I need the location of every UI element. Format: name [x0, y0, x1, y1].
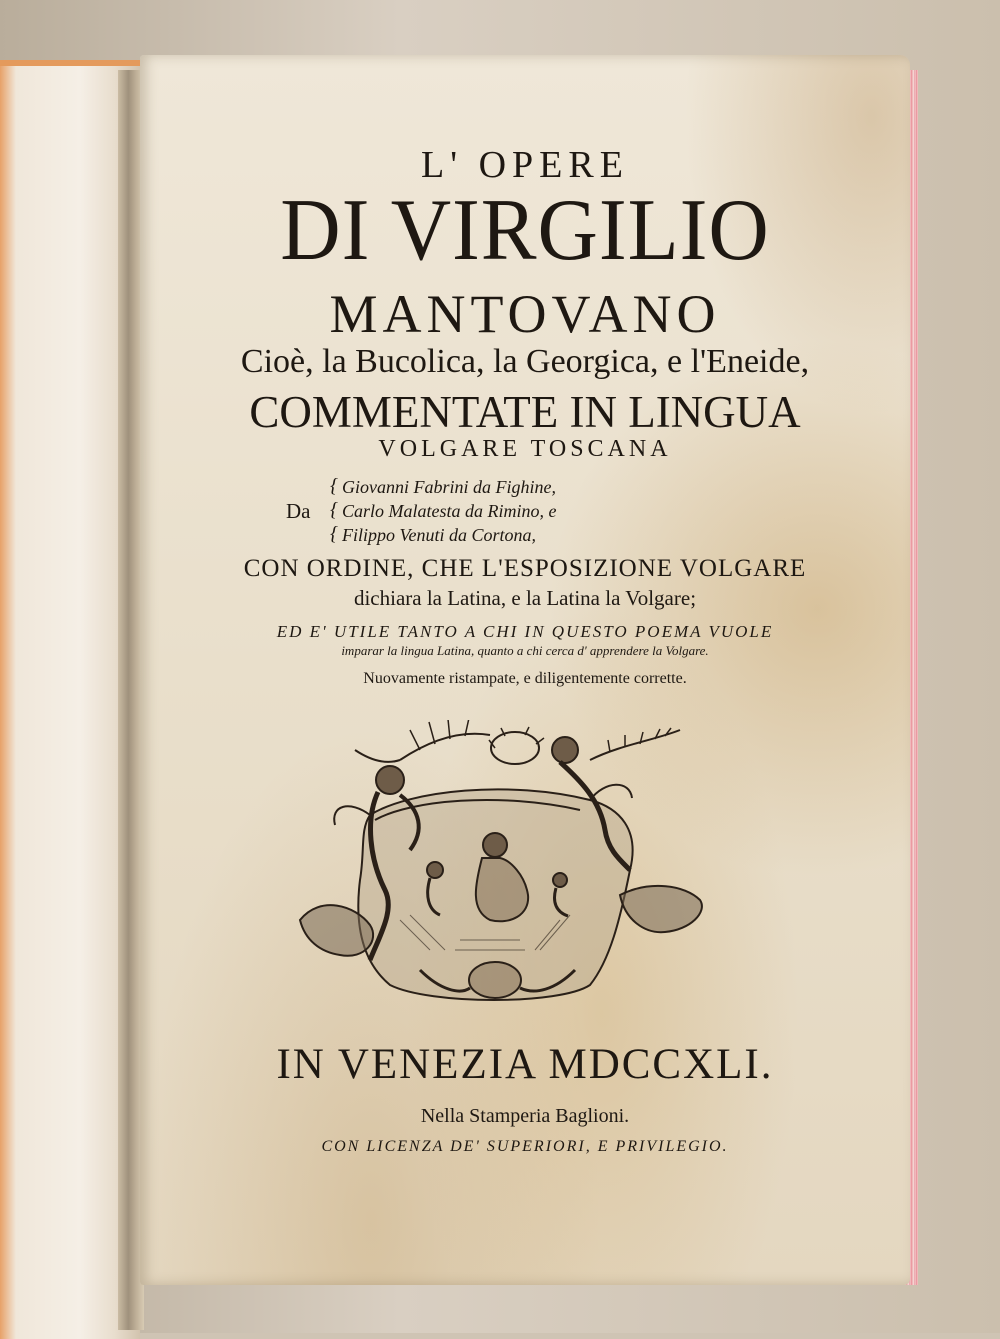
author-malatesta: Carlo Malatesta da Rimino, e	[342, 501, 557, 521]
author-venuti: Filippo Venuti da Cortona,	[342, 525, 537, 545]
subtitle-volgare-toscana: VOLGARE TOSCANA	[378, 436, 672, 462]
subtitle-works: Cioè, la Bucolica, la Georgica, e l'Eneide,	[240, 343, 810, 380]
order-statement-cont: dichiara la Latina, e la Latina la Volgare;	[353, 586, 697, 610]
brace-mark: {	[330, 523, 338, 545]
license-statement: CON LICENZA DE' SUPERIORI, E PRIVILEGIO.	[321, 1138, 729, 1155]
brace-mark: {	[330, 475, 338, 497]
title-page	[140, 55, 910, 1285]
title-line-virgilio: DI VIRGILIO	[280, 182, 770, 279]
order-statement: CON ORDINE, CHE L'ESPOSIZIONE VOLGARE	[243, 555, 807, 582]
imprint-city-date: IN VENEZIA MDCCXLI.	[276, 1041, 774, 1088]
brace-mark: {	[330, 499, 338, 521]
author-fabrini: Giovanni Fabrini da Fighine,	[342, 477, 556, 497]
utility-statement-cont: imparar la lingua Latina, quanto a chi cerca d' apprendere la Volgare.	[341, 643, 709, 658]
title-line-mantovano: MANTOVANO	[329, 284, 721, 344]
da-label: Da	[286, 499, 311, 523]
utility-statement: ED E' UTILE TANTO A CHI IN QUESTO POEMA VUOLE	[276, 622, 774, 641]
subtitle-commentate: COMMENTATE IN LINGUA	[249, 387, 801, 437]
title-line-opere: L' OPERE	[421, 144, 629, 186]
reprint-note: Nuovamente ristampate, e diligentemente corrette.	[363, 670, 687, 687]
imprint-printer: Nella Stamperia Baglioni.	[420, 1105, 630, 1127]
engraved-vignette-illustration	[260, 720, 730, 1020]
